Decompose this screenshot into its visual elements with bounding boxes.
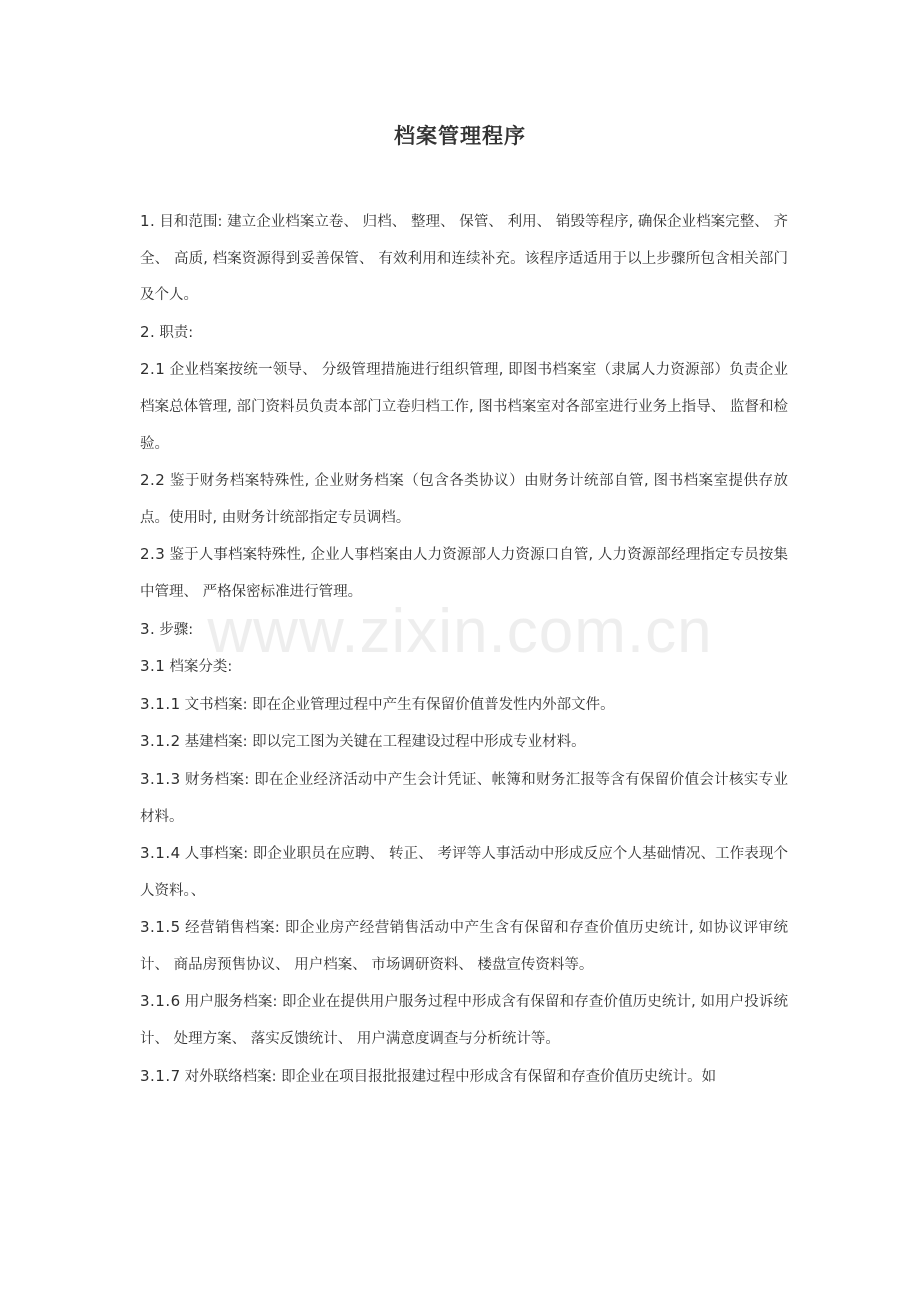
paragraph-text: 人事档案: 即企业职员在应聘、 转正、 考评等人事活动中形成反应个人基础情况、工作表现个人资料。、 [140,846,788,899]
paragraph-number: 1. [140,212,156,230]
paragraph-text: 对外联络档案: 即企业在项目报批报建过程中形成含有保留和存查价值历史统计。如 [184,1068,717,1085]
paragraph-2 [140,314,788,352]
paragraph-number: 3.1.1 [140,694,181,713]
document-title: 档案管理程序 [394,124,526,148]
paragraph-3-1 [140,648,788,686]
paragraph-number: 3.1 [140,657,166,676]
paragraph-text: 目和范围: 建立企业档案立卷、 归档、 整理、 保管、 利用、 销毁等程序, 确保企业档案完整、 齐全、 高质, 档案资源得到妥善保管、 有效利用和连续补充。该程序适适用于以上步骤所包含相关部门及个人。 [140,214,788,304]
paragraph-3 [140,611,788,649]
paragraph-text: 鉴于财务档案特殊性, 企业财务档案（包含各类协议）由财务计统部自管, 图书档案室提供存放点。使用时, 由财务计统部指定专员调档。 [140,473,788,526]
paragraph-1 [140,203,788,314]
paragraph-number: 3.1.5 [140,918,181,937]
paragraph-2-1 [140,351,788,462]
paragraph-text: 经营销售档案: 即企业房产经营销售活动中产生含有保留和存查价值历史统计, 如协议评审统计、 商品房预售协议、 用户档案、 市场调研资料、 楼盘宣传资料等。 [140,920,788,973]
paragraph-3-1-5 [140,909,788,983]
paragraph-text: 用户服务档案: 即企业在提供用户服务过程中形成含有保留和存查价值历史统计, 如用户投诉统计、 处理方案、 落实反馈统计、 用户满意度调查与分析统计等。 [140,994,788,1048]
paragraph-text: 文书档案: 即在企业管理过程中产生有保留价值普发性内外部文件。 [184,696,615,713]
paragraph-3-1-1 [140,686,788,724]
paragraph-number: 2. [140,322,156,341]
paragraph-2-2 [140,462,788,536]
paragraph-number: 3.1.3 [140,769,181,788]
paragraph-number: 3.1.6 [140,992,181,1011]
document-body [140,203,788,1095]
paragraph-number: 2.3 [140,545,166,564]
paragraph-3-1-4 [140,835,788,909]
paragraph-number: 2.1 [140,360,166,379]
paragraph-number: 3.1.2 [140,732,181,751]
paragraph-text: 财务档案: 即在企业经济活动中产生会计凭证、帐簿和财务汇报等含有保留价值会计核实专业材料。 [140,771,788,825]
paragraph-text: 步骤: [159,621,194,638]
paragraph-text: 档案分类: [169,659,233,676]
paragraph-number: 3. [140,619,156,638]
paragraph-number: 2.2 [140,471,166,490]
paragraph-text: 基建档案: 即以完工图为关键在工程建设过程中形成专业材料。 [184,734,586,751]
paragraph-3-1-6 [140,983,788,1057]
paragraph-text: 企业档案按统一领导、 分级管理措施进行组织管理, 即图书档案室（隶属人力资源部）负责企业档案总体管理, 部门资料员负责本部门立卷归档工作, 图书档案室对各部室进行业务上指导、 监督和检验。 [140,362,788,452]
paragraph-3-1-7 [140,1058,788,1096]
paragraph-text: 鉴于人事档案特殊性, 企业人事档案由人力资源部人力资源口自管, 人力资源部经理指定专员按集中管理、 严格保密标准进行管理。 [140,547,788,600]
paragraph-3-1-2 [140,723,788,761]
paragraph-3-1-3 [140,761,788,835]
paragraph-2-3 [140,536,788,610]
paragraph-number: 3.1.7 [140,1066,181,1085]
paragraph-number: 3.1.4 [140,844,181,863]
paragraph-text: 职责: [159,324,194,341]
watermark: www.zixin.com.cn [207,597,713,666]
